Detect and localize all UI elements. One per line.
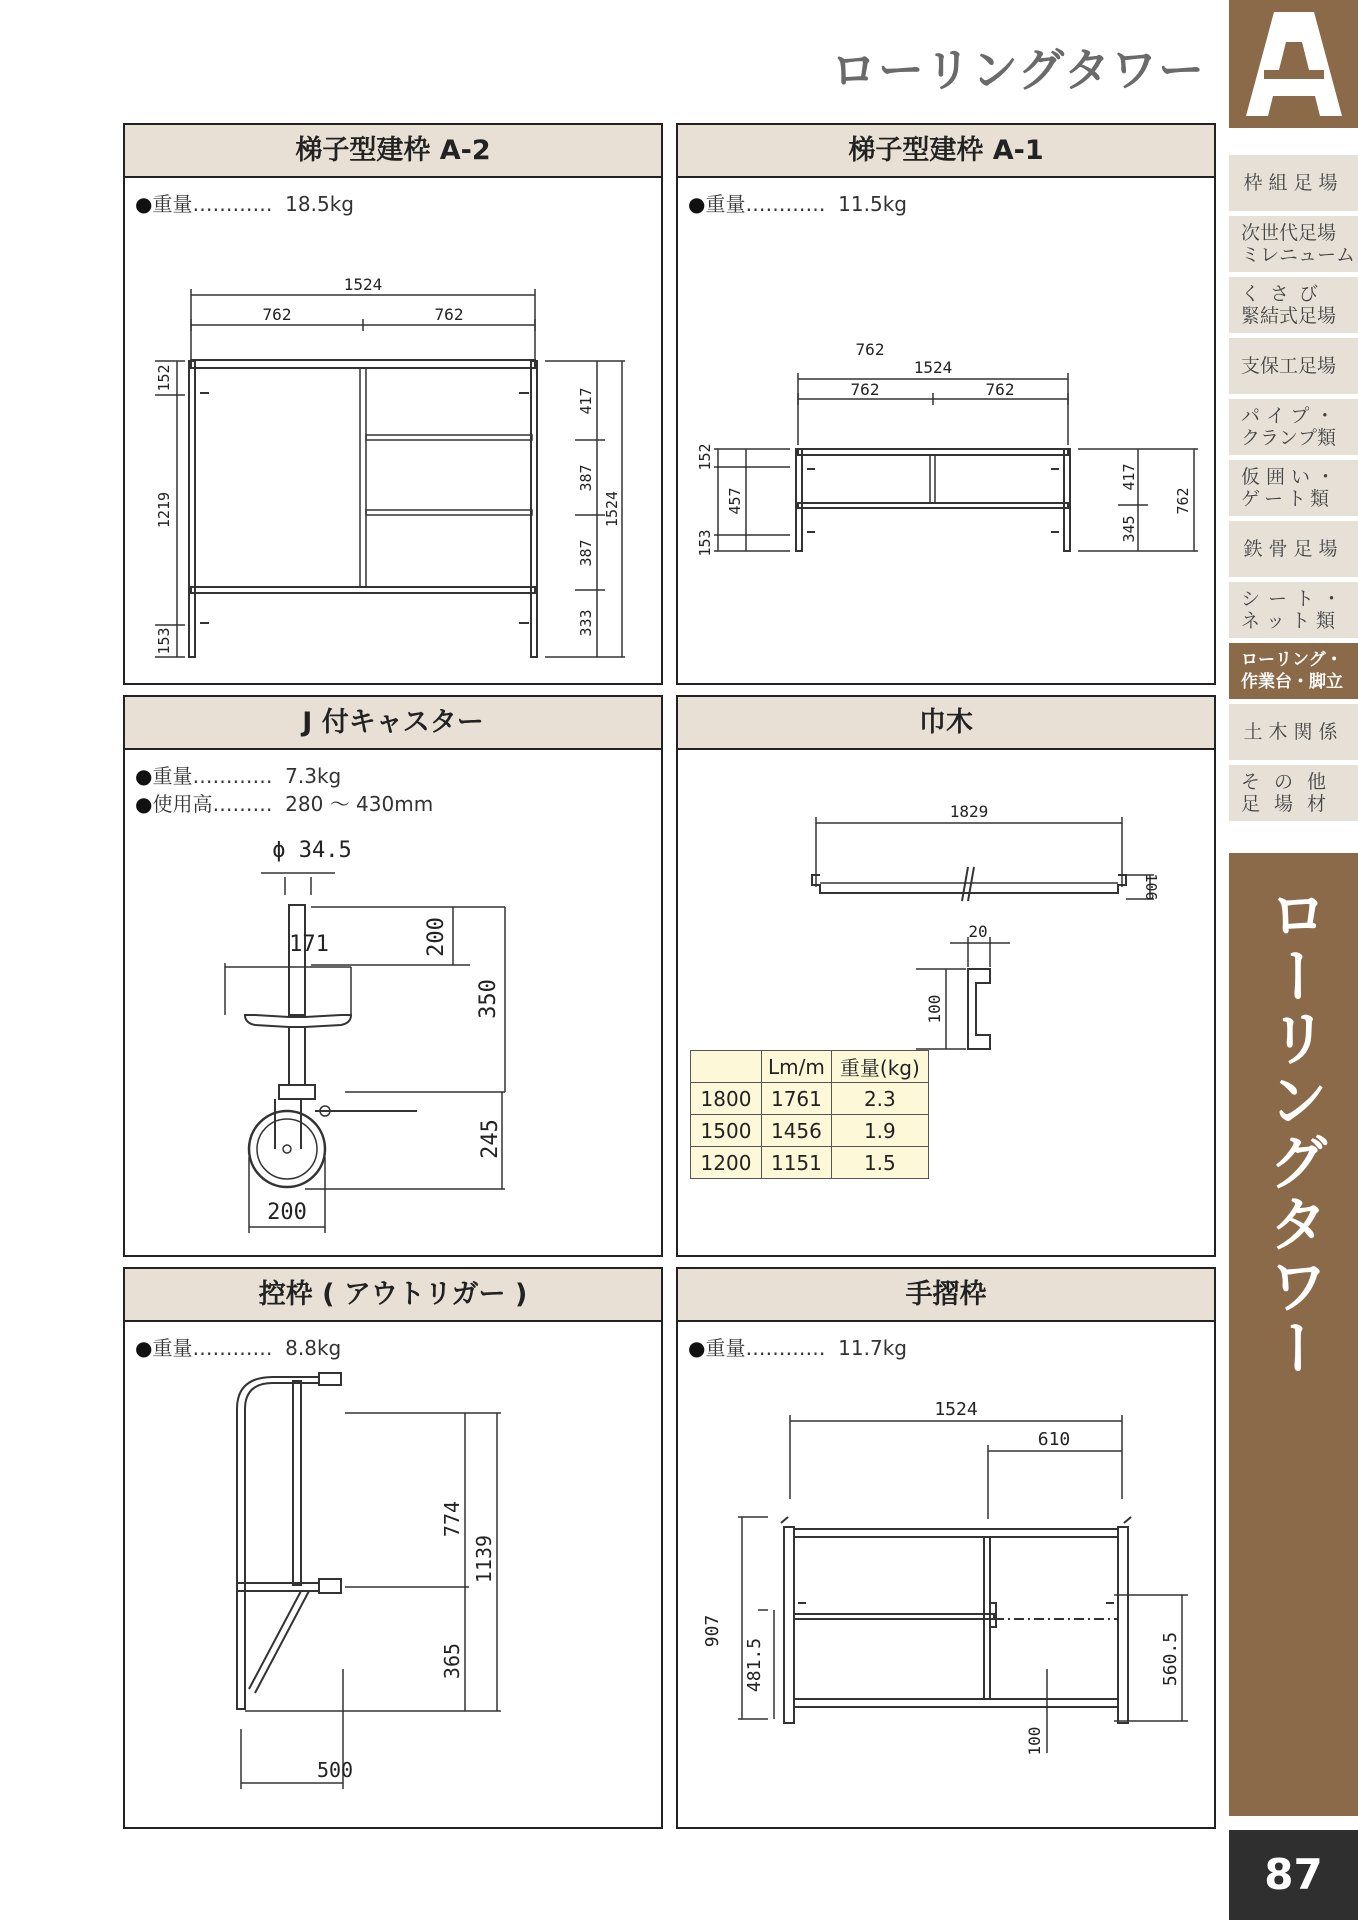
- spec-weight: ●重量………… 11.5kg: [688, 192, 907, 216]
- nav-item-millennium[interactable]: 次世代足場 ミレニューム: [1229, 216, 1358, 272]
- nav-item-civil[interactable]: 土木関係: [1229, 704, 1358, 760]
- dim-a2-width-right: 762: [434, 305, 464, 324]
- dim-a2-r3: 387: [577, 539, 595, 567]
- dim-caster-200: 200: [424, 917, 449, 957]
- section-band-label: ローリングタワー: [1258, 883, 1329, 1379]
- dim-caster-diameter: ϕ 34.5: [272, 838, 352, 863]
- panel-title: 控枠 ( アウトリガー ): [125, 1269, 661, 1322]
- nav-item-shoring[interactable]: 支保工足場: [1229, 338, 1358, 394]
- table-header-cell: 重量(kg): [831, 1051, 928, 1083]
- nav-item-other[interactable]: その他 足場材: [1229, 765, 1358, 821]
- section-band: [1229, 853, 1358, 1816]
- dim-toe-section-height: 100: [925, 994, 944, 1024]
- panel-toe-board: [676, 695, 1216, 1257]
- dim-outrigger-500: 500: [316, 1758, 354, 1782]
- table-cell: 1456: [762, 1115, 832, 1147]
- nav-item-pipe-clamp[interactable]: パイプ・ クランプ類: [1229, 399, 1358, 455]
- dim-caster-arm: 171: [289, 932, 329, 957]
- dim-caster-wheel: 200: [267, 1200, 307, 1225]
- dim-handrail-100: 100: [1025, 1726, 1044, 1756]
- section-letter-tab: [1229, 0, 1358, 128]
- panel-j-caster: [123, 695, 663, 1257]
- table-cell: 1200: [691, 1147, 762, 1179]
- dim-a2-bottom: 153: [155, 627, 173, 655]
- spec-weight: ●重量………… 7.3kg: [135, 764, 342, 788]
- dim-a1-r-total: 762: [1174, 487, 1192, 515]
- page-title: ローリングタワー: [830, 43, 1205, 97]
- dim-a1-width-left: 762: [850, 380, 880, 399]
- spec-weight: ●重量………… 8.8kg: [135, 1336, 342, 1360]
- drawing-handrail: [678, 1269, 1214, 1827]
- dim-a2-r2: 387: [577, 464, 595, 492]
- dim-caster-350: 350: [476, 979, 501, 1019]
- page-number: 87: [1229, 1830, 1358, 1920]
- nav-item-steel-scaffold[interactable]: 鉄骨足場: [1229, 521, 1358, 577]
- dim-handrail-1524: 1524: [934, 1399, 978, 1420]
- table-header-row: [691, 1051, 929, 1083]
- dim-a2-mid: 1219: [155, 491, 173, 529]
- panel-title: J 付キャスター: [125, 697, 661, 750]
- dim-a1-width-right: 762: [985, 380, 1015, 399]
- dim-toe-height: 106: [1142, 873, 1160, 901]
- spec-weight: ●重量………… 11.7kg: [688, 1336, 907, 1360]
- dim-a2-width-left: 762: [262, 305, 292, 324]
- panel-ladder-frame-a2: [123, 123, 663, 685]
- table-cell: 1151: [762, 1147, 832, 1179]
- nav-item-wedge-scaffold[interactable]: くさび 緊結式足場: [1229, 277, 1358, 333]
- panel-title: 梯子型建枠 A-2: [125, 125, 661, 178]
- dim-a2-r4: 333: [577, 609, 595, 637]
- nav-item-rolling-active[interactable]: ローリング・ 作業台・脚立: [1229, 643, 1358, 699]
- dim-handrail-610: 610: [1037, 1429, 1071, 1450]
- dim-a2-r-total: 1524: [603, 490, 621, 528]
- table-cell: 1800: [691, 1083, 762, 1115]
- dim-handrail-560-5: 560.5: [1160, 1631, 1181, 1687]
- dim-outrigger-1139: 1139: [472, 1534, 496, 1584]
- spec-weight: ●重量………… 18.5kg: [135, 192, 354, 216]
- dim-a1-top-label: 762: [855, 340, 885, 359]
- table-header-cell: Lm/m: [762, 1051, 832, 1083]
- drawing-a1: [678, 125, 1214, 683]
- dim-a1-left-mid: 457: [726, 487, 744, 515]
- table-cell: 2.3: [831, 1083, 928, 1115]
- dim-a1-r1: 417: [1120, 463, 1138, 491]
- table-header-cell: [691, 1051, 762, 1083]
- table-row: [691, 1083, 929, 1115]
- table-row: [691, 1115, 929, 1147]
- drawing-caster: [125, 697, 661, 1255]
- drawing-outrigger: [125, 1269, 661, 1827]
- side-nav: [1229, 155, 1358, 826]
- nav-item-frame-scaffold[interactable]: 枠組足場: [1229, 155, 1358, 211]
- panel-title: 梯子型建枠 A-1: [678, 125, 1214, 178]
- panel-title: 手摺枠: [678, 1269, 1214, 1322]
- table-cell: 1500: [691, 1115, 762, 1147]
- dim-a2-r1: 417: [577, 387, 595, 415]
- dim-toe-length: 1829: [949, 802, 989, 821]
- dim-caster-245: 245: [478, 1119, 503, 1159]
- dim-a2-width-total: 1524: [343, 275, 383, 294]
- dim-handrail-481-5: 481.5: [744, 1637, 765, 1693]
- panel-handrail-frame: [676, 1267, 1216, 1829]
- table-cell: 1.9: [831, 1115, 928, 1147]
- table-cell: 1.5: [831, 1147, 928, 1179]
- dim-a2-top: 152: [155, 364, 173, 392]
- dim-outrigger-365: 365: [440, 1642, 464, 1680]
- table-cell: 1761: [762, 1083, 832, 1115]
- dim-outrigger-774: 774: [440, 1500, 464, 1538]
- dim-toe-section-width: 20: [968, 922, 988, 941]
- panel-outrigger: [123, 1267, 663, 1829]
- letter-a-icon: [1246, 12, 1342, 116]
- panel-ladder-frame-a1: [676, 123, 1216, 685]
- dim-a1-left-bottom: 153: [696, 529, 714, 557]
- toe-board-spec-table: [690, 1050, 929, 1179]
- dim-a1-r2: 345: [1120, 515, 1138, 543]
- nav-item-enclosure-gate[interactable]: 仮囲い・ ゲート類: [1229, 460, 1358, 516]
- table-row: [691, 1147, 929, 1179]
- dim-handrail-907: 907: [702, 1614, 723, 1648]
- dim-a1-left-top: 152: [696, 443, 714, 471]
- nav-item-sheet-net[interactable]: シート・ ネット類: [1229, 582, 1358, 638]
- dim-a1-width-total: 1524: [913, 358, 953, 377]
- spec-usage-height: ●使用高……… 280 ～ 430mm: [135, 792, 434, 816]
- drawing-a2: [125, 125, 661, 683]
- panel-title: 巾木: [678, 697, 1214, 750]
